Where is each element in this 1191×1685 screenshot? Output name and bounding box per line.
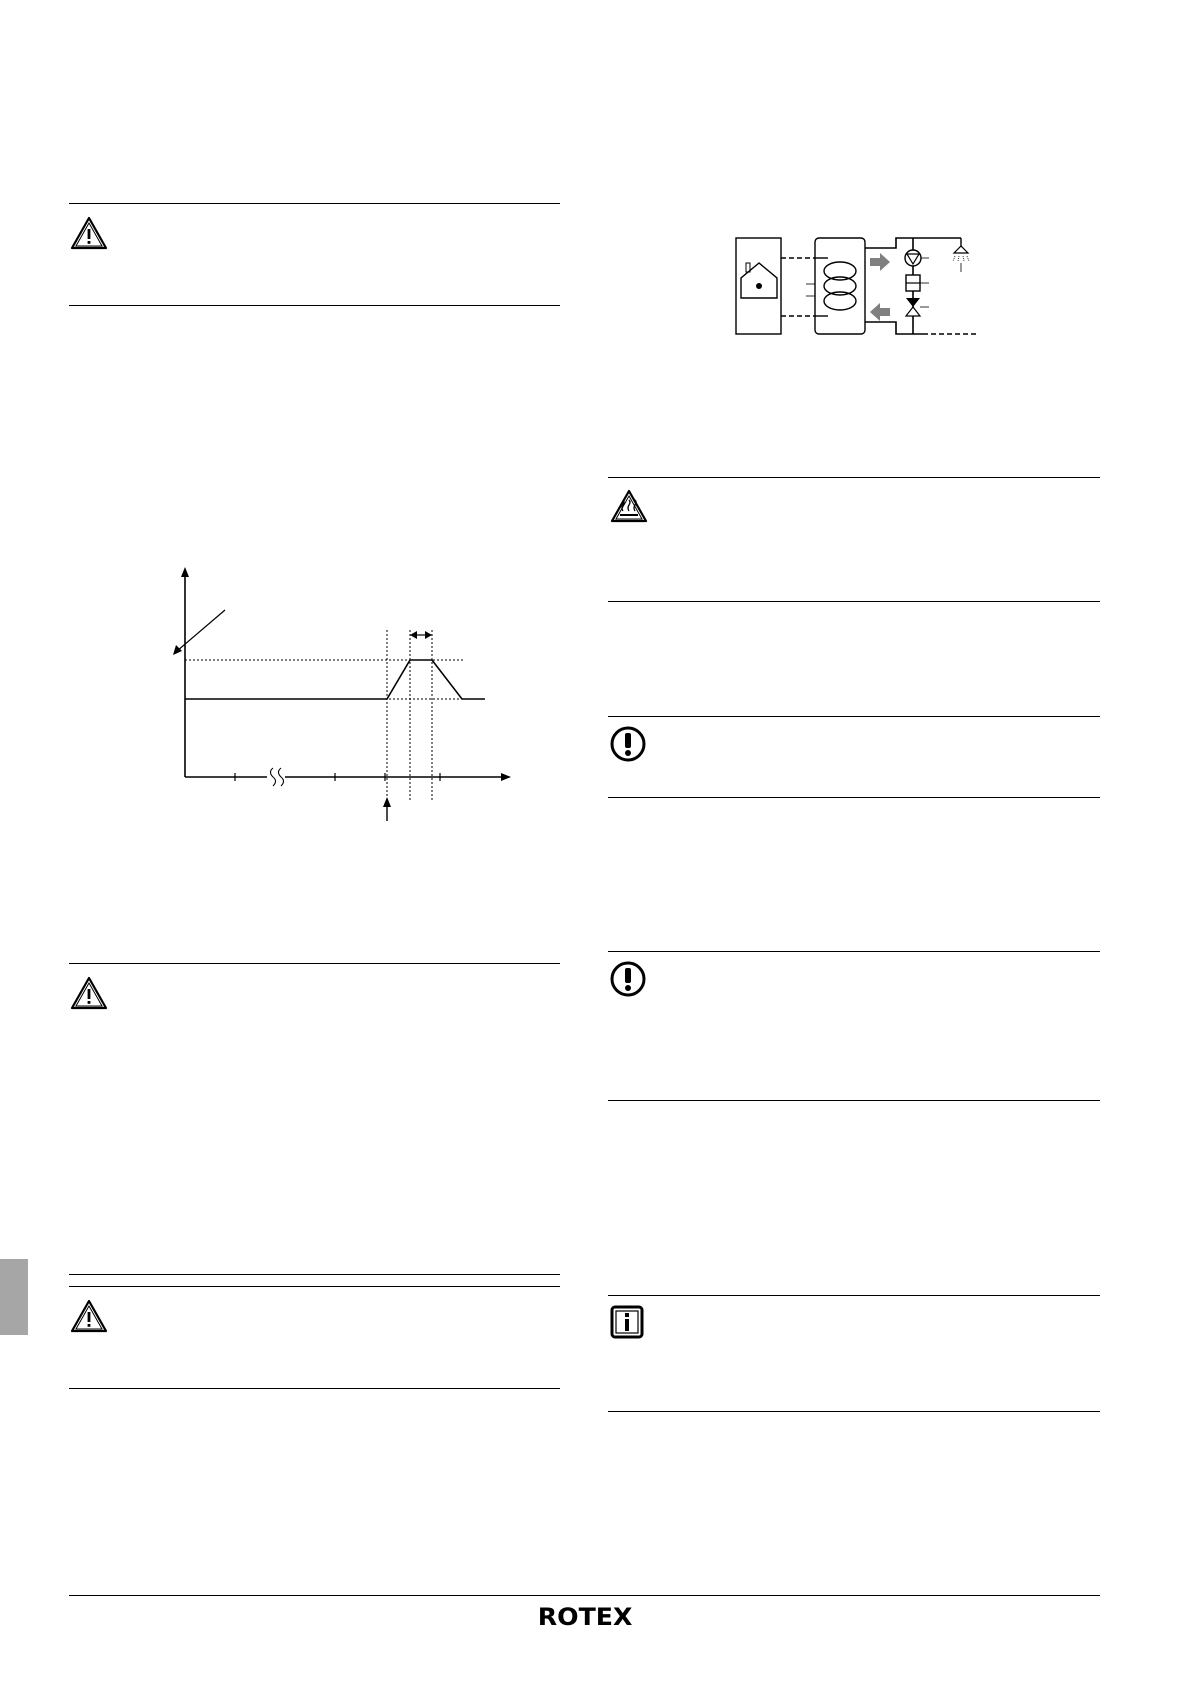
notice-rule-top-7: [608, 1295, 1100, 1296]
notice-rule-top-2: [69, 963, 560, 964]
notice-rule-bottom-4: [608, 601, 1100, 602]
warning-triangle-icon: [70, 976, 108, 1010]
hot-surface-icon: [610, 489, 648, 523]
important-icon: [610, 961, 646, 997]
graph-temperature-curve: [185, 660, 485, 699]
valve-icon: [906, 298, 929, 316]
important-icon: [610, 726, 646, 762]
temperature-graph: [165, 565, 515, 825]
notice-rule-bottom-2: [69, 1274, 560, 1275]
information-icon: [610, 1305, 644, 1339]
notice-rule-bottom-5: [608, 797, 1100, 798]
notice-rule-top-1: [69, 203, 560, 204]
chapter-side-tab: [0, 1259, 28, 1335]
hot-water-tank: [815, 238, 865, 334]
brand-logo: ROTEX: [537, 1603, 633, 1631]
notice-rule-bottom-3: [69, 1388, 560, 1389]
graph-pointer-line: [177, 610, 225, 651]
notice-rule-top-5: [608, 716, 1100, 717]
hot-flow-arrow: [870, 253, 890, 271]
hot-water-system-diagram: [733, 236, 988, 342]
check-valve-icon: [906, 275, 929, 291]
cold-flow-arrow: [870, 303, 890, 321]
warning-triangle-icon: [70, 216, 108, 250]
footer-rule: [69, 1595, 1100, 1596]
notice-rule-top-3: [69, 1286, 560, 1287]
house-icon: [741, 263, 777, 298]
tank-coil: [815, 258, 856, 316]
shower-icon: [953, 238, 969, 272]
pump-icon: [905, 250, 929, 266]
notice-rule-bottom-6: [608, 1100, 1100, 1101]
notice-rule-top-6: [608, 951, 1100, 952]
notice-rule-bottom-1: [69, 305, 560, 306]
notice-rule-bottom-7: [608, 1411, 1100, 1412]
notice-rule-top-4: [608, 477, 1100, 478]
graph-y-arrow: [181, 567, 189, 577]
graph-x-arrow: [501, 773, 511, 781]
warning-triangle-icon: [70, 1299, 108, 1333]
